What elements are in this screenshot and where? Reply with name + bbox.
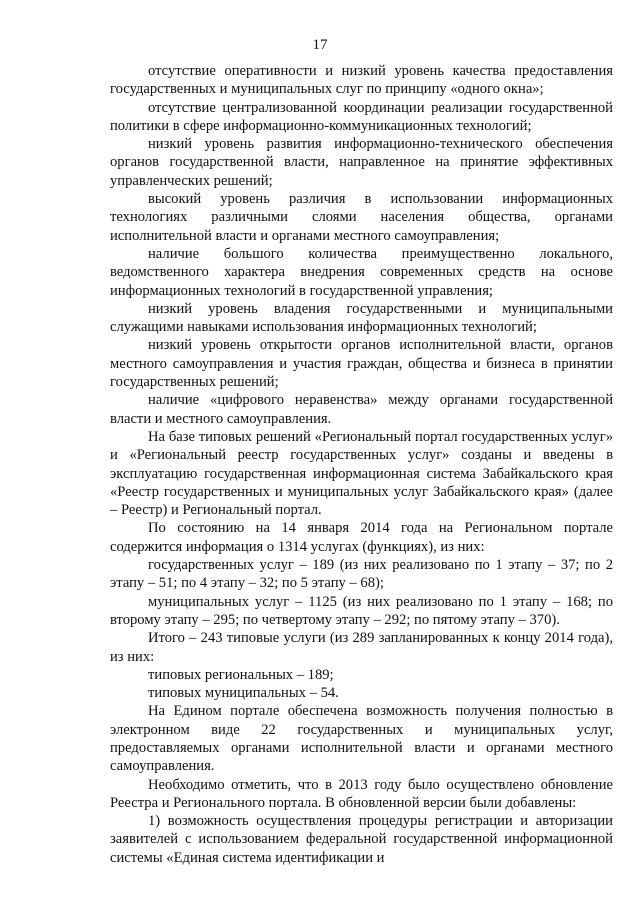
paragraph: отсутствие централизованной координации реализации государственной политики в сфере информационно-коммуникационных технологий; (110, 99, 613, 134)
paragraph: государственных услуг – 189 (из них реализовано по 1 этапу – 37; по 2 этапу – 51; по 4 этапу – 32; по 5 этапу – 68); (110, 557, 613, 592)
paragraph: На Едином портале обеспечена возможность получения полностью в электронном виде 22 государственных и муниципальных услуг, предоставляемых органами исполнительной власти и органами местного самоуправления. (110, 703, 613, 775)
paragraph: Необходимо отметить, что в 2013 году было осуществлено обновление Реестра и Регионального портала. В обновленной версии были добавлены: (110, 776, 613, 811)
paragraph: низкий уровень открытости органов исполнительной власти, органов местного самоуправления и участия граждан, общества и бизнеса в принятии государственных решений; (110, 337, 613, 391)
paragraph: типовых региональных – 189; (148, 666, 334, 683)
paragraph: типовых муниципальных – 54. (148, 685, 339, 702)
paragraph: высокий уровень различия в использовании информационных технологиях различными слоями населения общества, органами исполнительной власти и органами местного самоуправления; (110, 191, 613, 244)
paragraph: наличие «цифрового неравенства» между органами государственной власти и местного самоуправления. (110, 392, 613, 427)
paragraph: По состоянию на 14 января 2014 года на Региональном портале содержится информация о 1314 услугах (функциях), из них: (110, 520, 613, 555)
document-body (110, 62, 613, 867)
paragraph: наличие большого количества преимущественно локального, ведомственного характера внедрения современных средств на основе информационных технологий в государственной управления; (110, 245, 613, 299)
paragraph: низкий уровень развития информационно-технического обеспечения органов государственной власти, направленное на принятие эффективных управленческих решений; (110, 136, 613, 189)
paragraph: Итого – 243 типовые услуги (из 289 запланированных к концу 2014 года), из них: (110, 630, 613, 665)
paragraph: муниципальных услуг – 1125 (из них реализовано по 1 этапу – 168; по второму этапу – 295; по четвертому этапу – 292; по пятому этапу – 370). (110, 593, 613, 628)
paragraph: 1) возможность осуществления процедуры регистрации и авторизации заявителей с использованием федеральной государственной информационной системы «Единая система идентификации и (110, 813, 613, 866)
paragraph: низкий уровень владения государственными и муниципальными служащими навыками использования информационных технологий; (110, 300, 613, 336)
paragraph: На базе типовых решений «Региональный портал государственных услуг» и «Региональный реестр государственных услуг» созданы и введены в эксплуатацию государственная информационная система Забайкальского края «Реестр государственных и муниципальных услуг Забайкальского края» (далее – Реестр) и Региональный портал. (110, 428, 613, 519)
paragraph: отсутствие оперативности и низкий уровень качества предоставления государственных и муниципальных слуг по принципу «одного окна»; (110, 63, 613, 98)
page-number: 17 (312, 37, 328, 53)
